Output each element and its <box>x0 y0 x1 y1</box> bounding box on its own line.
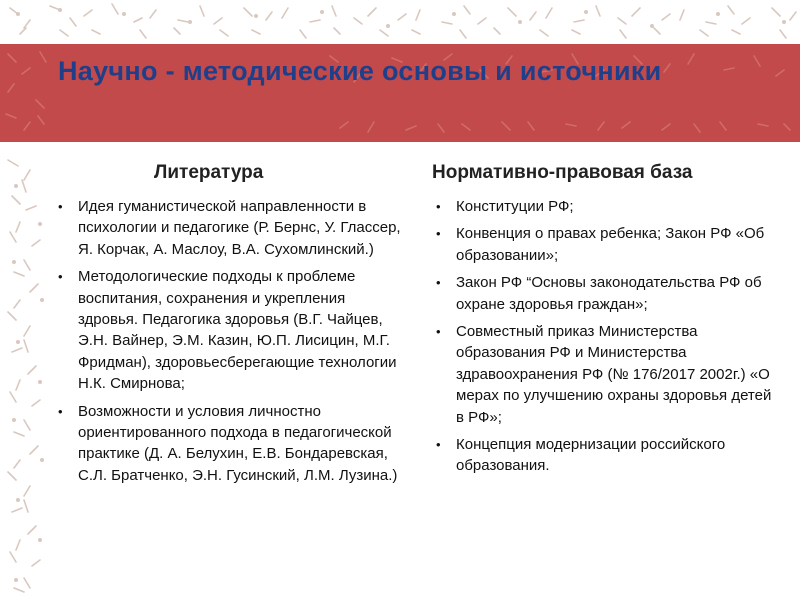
bullet-icon: • <box>58 269 63 285</box>
bullet-icon: • <box>436 226 441 242</box>
list-item <box>430 321 780 428</box>
left-pattern-svg <box>0 0 52 600</box>
list-item-text: Конституции РФ; <box>456 198 574 215</box>
top-decorative-pattern <box>0 0 800 44</box>
list-item <box>430 434 780 477</box>
list-item-text: Закон РФ “Основы законодательства РФ об охране здоровья граждан»; <box>456 274 762 313</box>
legal-basis-heading: Нормативно-правовая база <box>432 162 693 183</box>
bullet-icon: • <box>58 403 63 419</box>
list-item <box>52 401 402 487</box>
list-item-text: Конвенция о правах ребенка; Закон РФ «Об образовании»; <box>456 225 765 264</box>
bullet-icon: • <box>436 437 441 453</box>
list-item <box>430 196 780 217</box>
page-title: Научно - методические основы и источники <box>58 56 662 86</box>
list-item-text: Концепция модернизации российского образования. <box>456 436 726 475</box>
list-item-text: Совместный приказ Министерства образования РФ и Министерства здравоохранения РФ (№ 176/2017 2002г.) «О мерах по улучшению охраны здоровья детей в РФ»; <box>456 323 772 426</box>
top-pattern-svg <box>0 0 800 44</box>
list-item-text: Возможности и условия личностно ориентированного подхода в педагогической практике (Д. А. Белухин, Е.В. Бондаревская, С.Л. Братченко, Э.Н. Гусинский, Л.М. Лузина.) <box>78 402 398 484</box>
list-item-text: Методологические подходы к проблеме воспитания, сохранения и укрепления здровья. Педагогика здоровья (В.Г. Чайцев, Э.Н. Вайнер, Э.М. Казин, Ю.П. Лисицин, М.Г. Фридман), здоровьесберегающие технологии Н.К. Смирнова; <box>78 268 397 393</box>
bullet-icon: • <box>436 199 441 214</box>
bullet-icon: • <box>436 275 441 291</box>
list-item-text: Идея гуманистической направленности в психологии и педагогике (Р. Бернс, У. Глассер, Я. Корчак, А. Маслоу, В.А. Сухомлинский.) <box>78 198 401 258</box>
list-item <box>430 223 780 266</box>
list-item <box>52 266 402 394</box>
list-item <box>430 272 780 315</box>
left-decorative-pattern <box>0 0 52 600</box>
bullet-icon: • <box>58 199 63 214</box>
legal-basis-list <box>430 196 780 483</box>
literature-list <box>52 196 402 492</box>
literature-heading: Литература <box>154 162 264 183</box>
bullet-icon: • <box>436 324 441 340</box>
list-item <box>52 196 402 260</box>
